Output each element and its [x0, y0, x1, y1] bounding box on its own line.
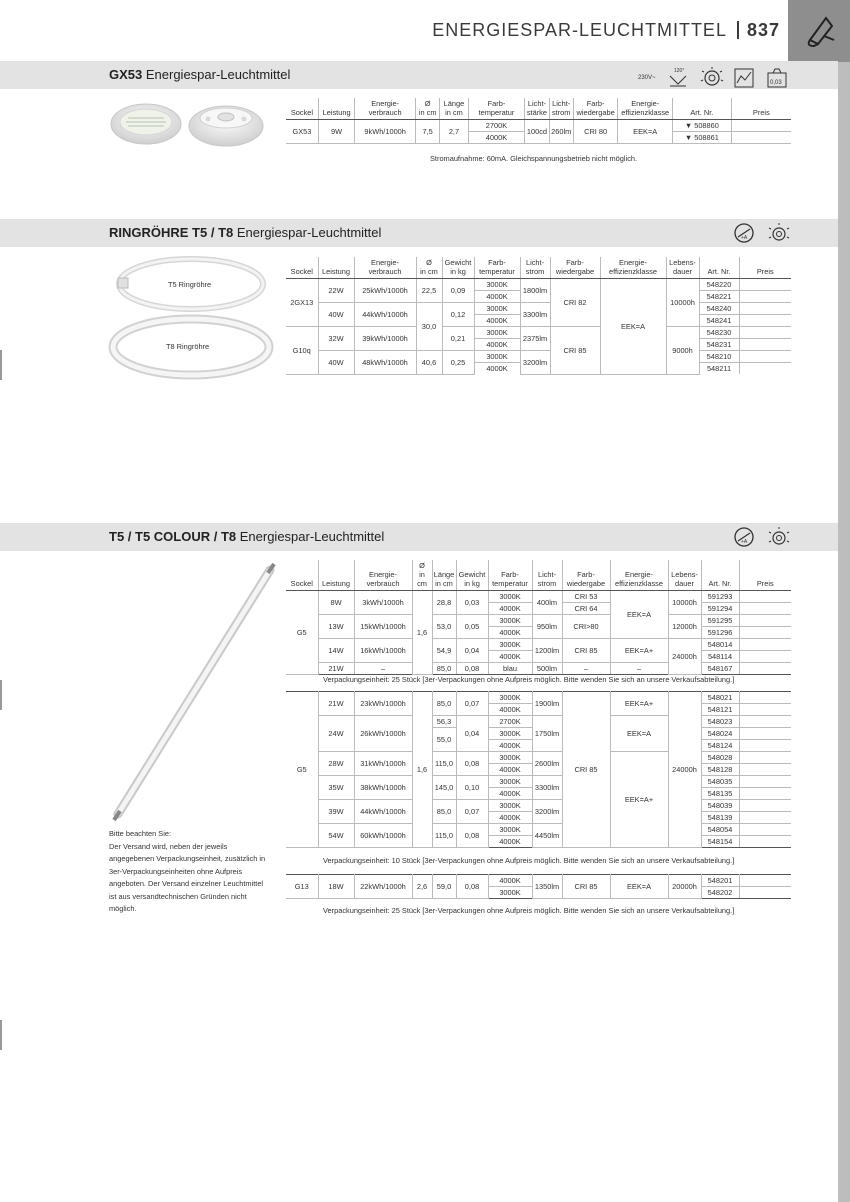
edge-marker	[0, 680, 2, 710]
table-row: 55,0 3000K 548024	[286, 728, 791, 740]
table-row: 2GX13 22W 25kWh/1000h 22,5 0,09 3000K 1800lm CRI 82 EEK=A 10000h 548220	[286, 279, 791, 291]
table-header: Sockel Leistung Energie- verbrauch Ø in cm Gewicht in kg Farb- temperatur Licht- strom Farb- wiedergabe Energie- effizienzklasse Lebens- dauer Art. Nr. Preis	[286, 257, 791, 279]
page-title	[432, 20, 780, 41]
table-row: 4000K 548139	[286, 812, 791, 824]
section-title: GX53 Energiespar-Leuchtmittel	[109, 67, 291, 82]
dimmable-icon	[735, 528, 753, 546]
ring-tube-image	[108, 256, 283, 381]
table-row: 4000K 548231	[286, 339, 791, 351]
beam-angle-icon	[670, 68, 686, 86]
table-row: 13W 15kWh/1000h 53,0 0,05 3000K 950lm CRI>80 12000h 591295	[286, 615, 791, 627]
page-number: 837	[746, 20, 780, 40]
table-row: 40W 44kWh/1000h 30,0 0,12 3000K 3300lm 548240	[286, 303, 791, 315]
table-row: 40W 48kWh/1000h 40,6 0,25 3000K 3200lm 548210	[286, 351, 791, 363]
gx53-lamp-image	[108, 98, 268, 150]
t8-table	[286, 874, 791, 899]
svg-text:+A: +A	[741, 539, 748, 545]
t5-table-b	[286, 691, 791, 848]
table-row: 4000K ▼ 508861	[286, 132, 791, 144]
table-row: 24W 26kWh/1000h 56,3 0,04 2700K 1750lm EEK=A 548023	[286, 716, 791, 728]
ring-table	[286, 257, 791, 375]
gx53-table	[286, 98, 791, 144]
lamp-icon	[788, 0, 850, 62]
table-row: 4000K 548128	[286, 764, 791, 776]
packaging-note: Verpackungseinheit: 10 Stück [3er-Verpackungen ohne Aufpreis möglich. Bitte wenden Sie sich an unsere Verkaufsabteilung.]	[323, 856, 735, 865]
edge-marker	[0, 1020, 2, 1050]
t5-ring-image	[118, 259, 263, 309]
table-row: 4000K 548221	[286, 291, 791, 303]
packaging-note: Verpackungseinheit: 25 Stück [3er-Verpackungen ohne Aufpreis möglich. Bitte wenden Sie sich an unsere Verkaufsabteilung.]	[323, 675, 735, 684]
section-title: RINGRÖHRE T5 / T8 Energiespar-Leuchtmittel	[109, 225, 382, 240]
section-icons	[733, 526, 793, 548]
edge-marker	[0, 350, 2, 380]
table-header: Sockel Leistung Energie- verbrauch Ø in cm Länge in cm Gewicht in kg Farb- temperatur Licht- strom Farb- wiedergabe Energie- effizienzklasse Lebens- dauer Art. Nr. Preis	[286, 560, 791, 591]
shipping-note-text: Der Versand wird, neben der jeweils angegebenen Verpackungseinheit, zusätzlich in 3er-Verpackungseinheiten ohne Aufpreis angeboten. Der Versand einzelner Leuchtmittel ist aus versandtechnischen Gründen nicht möglich.	[109, 841, 266, 913]
section-title: T5 / T5 COLOUR / T8 Energiespar-Leuchtmittel	[109, 529, 385, 544]
table-row: 4000K CRI 64 591294	[286, 603, 791, 615]
dimmable-icon	[735, 224, 753, 242]
table-row: G5 8W 3kWh/1000h 1,6 28,8 0,03 3000K 400lm CRI 53 EEK=A 10000h 591293	[286, 591, 791, 603]
table-row: 4000K 548135	[286, 788, 791, 800]
voltage-label: 230V~	[638, 75, 656, 81]
t5-ring-label: T5 Ringröhre	[168, 280, 212, 289]
table-row: 4000K 548124	[286, 740, 791, 752]
table-row: 3000K 548202	[286, 887, 791, 899]
packaging-note: Verpackungseinheit: 25 Stück [3er-Verpackungen ohne Aufpreis möglich. Bitte wenden Sie sich an unsere Verkaufsabteilung.]	[323, 906, 735, 915]
table-row: 14W 16kWh/1000h 54,9 0,04 3000K 1200lm CRI 85 EEK=A+ 24000h 548014	[286, 639, 791, 651]
energy-label-icon	[735, 69, 753, 87]
shipping-note	[109, 828, 269, 916]
table-row: 4000K 548121	[286, 704, 791, 716]
table-row: 35W 38kWh/1000h 145,0 0,10 3000K 3300lm 548035	[286, 776, 791, 788]
table-row: 4000K 591296	[286, 627, 791, 639]
table-row: 39W 44kWh/1000h 85,0 0,07 3000K 3200lm 548039	[286, 800, 791, 812]
lifetime-icon	[769, 527, 789, 544]
lifetime-icon	[701, 67, 723, 85]
gx53-note: Stromaufnahme: 60mA. Gleichspannungsbetrieb nicht möglich.	[430, 154, 638, 163]
table-row: 54W 60kWh/1000h 115,0 0,08 3000K 4450lm 548054	[286, 824, 791, 836]
table-row: 4000K 548154	[286, 836, 791, 848]
section-band-ring	[0, 219, 838, 247]
svg-text:0,03: 0,03	[770, 80, 782, 86]
table-row: G5 21W 23kWh/1000h 1,6 85,0 0,07 3000K 1900lm CRI 85 EEK=A+ 24000h 548021	[286, 692, 791, 704]
table-header: Sockel Leistung Energie- verbrauch Ø in cm Länge in cm Farb- temperatur Licht- stärke Licht- strom Farb- wiedergabe Energie- effizienzklasse Art. Nr. Preis	[286, 98, 791, 120]
corner-tab	[788, 0, 850, 62]
table-row: 28W 31kWh/1000h 115,0 0,08 3000K 2600lm EEK=A+ 548028	[286, 752, 791, 764]
t8-ring-image	[113, 319, 269, 375]
section-icons	[733, 222, 793, 244]
lifetime-icon	[769, 223, 789, 240]
table-row: G13 18W 22kWh/1000h 2,6 59,0 0,08 4000K 1350lm CRI 85 EEK=A 20000h 548201	[286, 875, 791, 887]
table-row: 4000K 548211	[286, 363, 791, 375]
table-row: GX53 9W 9kWh/1000h 7,5 2,7 2700K 100cd 260lm CRI 80 EEK=A ▼ 508860	[286, 120, 791, 132]
t5-table-a	[286, 560, 791, 675]
shipping-note-title: Bitte beachten Sie:	[109, 829, 172, 838]
t5-tube-image	[108, 562, 278, 824]
table-row: 4000K 548241	[286, 315, 791, 327]
t8-ring-label: T8 Ringröhre	[166, 342, 210, 351]
spec-icons	[630, 66, 780, 88]
title-divider	[737, 21, 739, 39]
chapter-title: ENERGIESPAR-LEUCHTMITTEL	[432, 20, 727, 40]
right-edge-strip	[838, 0, 850, 1202]
table-row: G10q 32W 39kWh/1000h 0,21 3000K 2375lm CRI 85 9000h 548230	[286, 327, 791, 339]
svg-text:120°: 120°	[674, 68, 685, 74]
table-row: 21W – 85,0 0,08 blau 500lm – – 548167	[286, 663, 791, 675]
weight-icon	[768, 69, 786, 87]
svg-text:+A: +A	[741, 235, 748, 241]
section-band-t5	[0, 523, 838, 551]
table-row: 4000K 548114	[286, 651, 791, 663]
